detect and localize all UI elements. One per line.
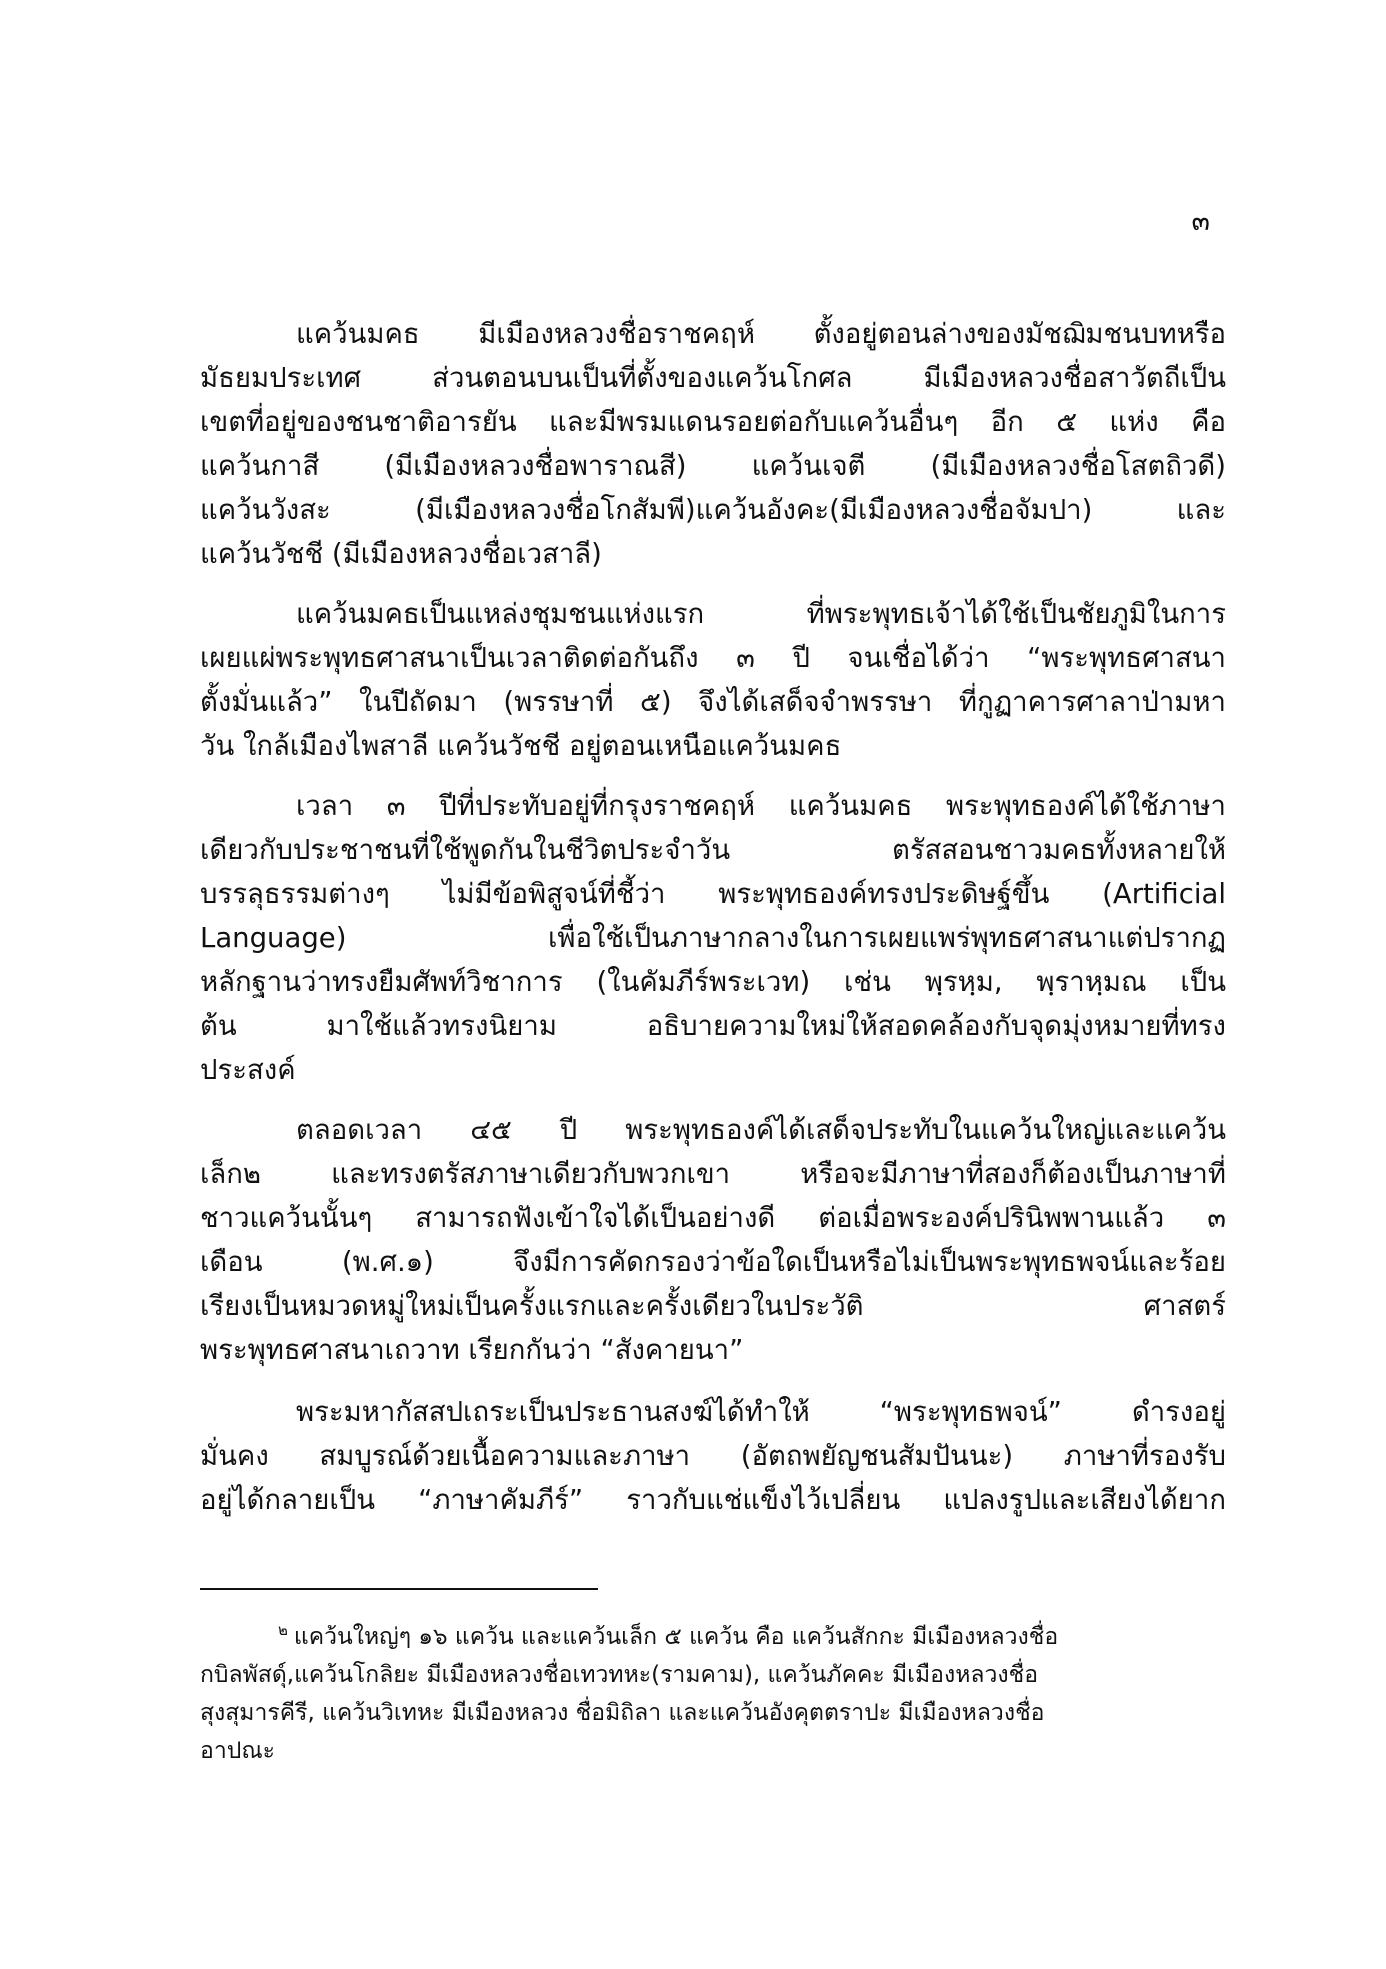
body-line: แคว้นมคธเป็นแหล่งชุมชนแห่งแรก ที่พระพุทธเจ้าได้ใช้เป็นชัยภูมิในการ [296, 598, 1226, 630]
body-line: เดียวกับประชาชนที่ใช้พูดกันในชีวิตประจำวัน ตรัสสอนชาวมคธทั้งหลายให้ [200, 834, 1226, 866]
body-line: เผยแผ่พระพุทธศาสนาเป็นเวลาติดต่อกันถึง ๓ ปี จนเชื่อได้ว่า “พระพุทธศาสนา [200, 642, 1226, 674]
body-line: ต้น มาใช้แล้วทรงนิยาม อธิบายความใหม่ให้สอดคล้องกับจุดมุ่งหมายที่ทรง [200, 1010, 1226, 1042]
body-line: อยู่ได้กลายเป็น “ภาษาคัมภีร์” ราวกับแช่แข็งไว้เปลี่ยน แปลงรูปและเสียงได้ยาก [200, 1484, 1226, 1516]
body-line: แคว้นกาสี (มีเมืองหลวงชื่อพาราณสี) แคว้นเจตี (มีเมืองหลวงชื่อโสตถิวดี) [200, 450, 1226, 482]
body-line: บรรลุธรรมต่างๆ ไม่มีข้อพิสูจน์ที่ชี้ว่า พระพุทธองค์ทรงประดิษฐ์ขึ้น (Artificial [200, 878, 1226, 910]
body-line: ชาวแคว้นนั้นๆ สามารถฟังเข้าใจได้เป็นอย่างดี ต่อเมื่อพระองค์ปรินิพพานแล้ว ๓ [200, 1202, 1226, 1234]
footnote-line: กบิลพัสดุ์,แคว้นโกลิยะ มีเมืองหลวงชื่อเทวทหะ(รามคาม), แคว้นภัคคะ มีเมืองหลวงชื่อ [200, 1662, 1039, 1688]
body-line: Language) เพื่อใช้เป็นภาษากลางในการเผยแพร่พุทธศาสนาแต่ปรากฏ [200, 922, 1226, 954]
body-line: พระพุทธศาสนาเถวาท เรียกกันว่า “สังคายนา” [200, 1334, 744, 1366]
footnote-line: อาปณะ [200, 1738, 276, 1764]
body-line: มัธยมประเทศ ส่วนตอนบนเป็นที่ตั้งของแคว้นโกศล มีเมืองหลวงชื่อสาวัตถีเป็น [200, 362, 1226, 394]
page-number: ๓ [1191, 206, 1210, 237]
footnote-line: สุงสุมารคีรี, แคว้นวิเทหะ มีเมืองหลวง ชื่อมิถิลา และแคว้นอังคุตตราปะ มีเมืองหลวงชื่อ [200, 1700, 1045, 1726]
body-line: เรียงเป็นหมวดหมู่ใหม่เป็นครั้งแรกและครั้งเดียวในประวัติ ศาสตร์ [200, 1290, 1226, 1322]
body-line: เล็ก๒ และทรงตรัสภาษาเดียวกับพวกเขา หรือจะมีภาษาที่สองก็ต้องเป็นภาษาที่ [200, 1158, 1226, 1190]
footnote-text: แคว้นใหญ่ๆ ๑๖ แคว้น และแคว้นเล็ก ๕ แคว้น คือ แคว้นสักกะ มีเมืองหลวงชื่อ [293, 1624, 1059, 1650]
body-line: แคว้นวัชชี (มีเมืองหลวงชื่อเวสาลี) [200, 538, 602, 570]
body-line: เดือน (พ.ศ.๑) จึงมีการคัดกรองว่าข้อใดเป็นหรือไม่เป็นพระพุทธพจน์และร้อย [200, 1246, 1226, 1278]
body-line: แคว้นมคธ มีเมืองหลวงชื่อราชคฤห์ ตั้งอยู่ตอนล่างของมัชฌิมชนบทหรือ [296, 318, 1226, 350]
footnote-marker: ๒ [278, 1621, 288, 1640]
body-line: มั่นคง สมบูรณ์ด้วยเนื้อความและภาษา (อัตถพยัญชนสัมปันนะ) ภาษาที่รองรับ [200, 1440, 1226, 1472]
body-line: หลักฐานว่าทรงยืมศัพท์วิชาการ (ในคัมภีร์พระเวท) เช่น พฺรหฺม, พฺราหฺมณ เป็น [200, 966, 1226, 998]
footnote-separator [200, 1588, 598, 1590]
body-line: ตั้งมั่นแล้ว” ในปีถัดมา (พรรษาที่ ๕) จึงได้เสด็จจำพรรษา ที่กูฏาคารศาลาป่ามหา [200, 686, 1226, 718]
body-line: พระมหากัสสปเถระเป็นประธานสงฆ์ได้ทำให้ “พระพุทธพจน์” ดำรงอยู่ [296, 1396, 1226, 1428]
body-line: ประสงค์ [200, 1054, 296, 1086]
footnote-line [278, 1618, 1182, 1656]
body-line: วัน ใกล้เมืองไพสาลี แคว้นวัชชี อยู่ตอนเหนือแคว้นมคธ [200, 730, 842, 762]
body-line: เวลา ๓ ปีที่ประทับอยู่ที่กรุงราชคฤห์ แคว้นมคธ พระพุทธองค์ได้ใช้ภาษา [296, 790, 1226, 822]
body-line: เขตที่อยู่ของชนชาติอารยัน และมีพรมแดนรอยต่อกับแคว้นอื่นๆ อีก ๕ แห่ง คือ [200, 406, 1226, 438]
body-line: ตลอดเวลา ๔๕ ปี พระพุทธองค์ได้เสด็จประทับในแคว้นใหญ่และแคว้น [296, 1114, 1226, 1146]
body-line: แคว้นวังสะ (มีเมืองหลวงชื่อโกสัมพี)แคว้นอังคะ(มีเมืองหลวงชื่อจัมปา) และ [200, 494, 1226, 526]
